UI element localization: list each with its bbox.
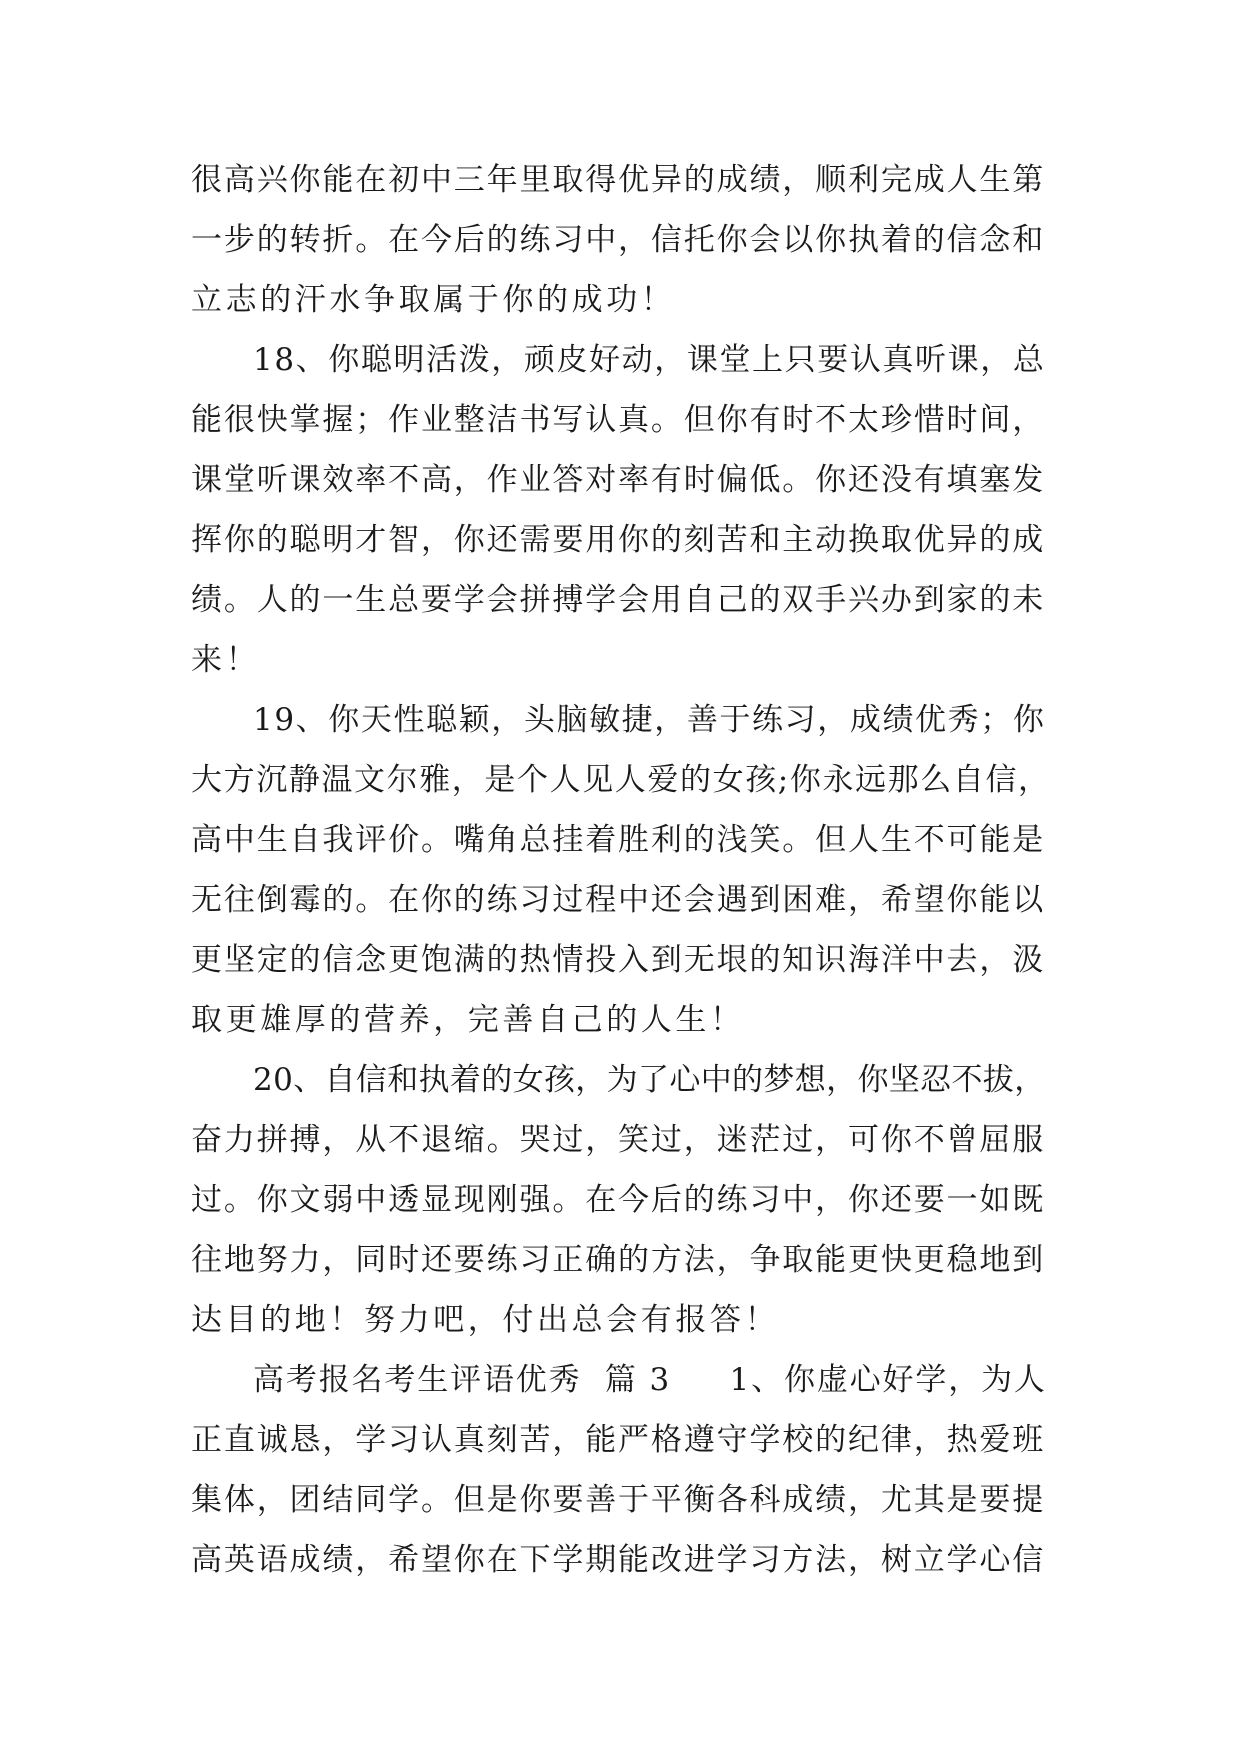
text-line: 能很快掌握；作业整洁书写认真。但你有时不太珍惜时间， <box>191 402 1046 438</box>
paragraph-19-start: 19、你天性聪颖，头脑敏捷，善于练习，成绩优秀；你 <box>253 702 1046 738</box>
text-line: 课堂听课效率不高，作业答对率有时偏低。你还没有填塞发 <box>191 462 1046 498</box>
text-line: 绩。人的一生总要学会拼搏学会用自己的双手兴办到家的未 <box>191 582 1046 618</box>
text-line: 集体，团结同学。但是你要善于平衡各科成绩，尤其是要提 <box>191 1482 1046 1518</box>
text-line: 达目的地！努力吧，付出总会有报答！ <box>191 1302 780 1338</box>
text-line: 高中生自我评价。嘴角总挂着胜利的浅笑。但人生不可能是 <box>191 822 1046 858</box>
text-line: 取更雄厚的营养，完善自己的人生！ <box>191 1002 745 1038</box>
section-heading-line: 高考报名考生评语优秀 篇 3 1、你虚心好学，为人 <box>253 1362 1047 1398</box>
text-line: 更坚定的信念更饱满的热情投入到无垠的知识海洋中去，汲 <box>191 942 1046 978</box>
paragraph-18-start: 18、你聪明活泼，顽皮好动，课堂上只要认真听课，总 <box>253 342 1046 378</box>
text-line: 很高兴你能在初中三年里取得优异的成绩，顺利完成人生第 <box>191 162 1046 198</box>
text-line: 高英语成绩，希望你在下学期能改进学习方法，树立学心信 <box>191 1542 1046 1578</box>
text-line: 正直诚恳，学习认真刻苦，能严格遵守学校的纪律，热爱班 <box>191 1422 1046 1458</box>
text-line: 奋力拼搏，从不退缩。哭过，笑过，迷茫过，可你不曾屈服 <box>191 1122 1046 1158</box>
text-line: 一步的转折。在今后的练习中，信托你会以你执着的信念和 <box>191 222 1046 258</box>
text-line: 过。你文弱中透显现刚强。在今后的练习中，你还要一如既 <box>191 1182 1046 1218</box>
document-body <box>191 150 1051 1590</box>
text-line: 往地努力，同时还要练习正确的方法，争取能更快更稳地到 <box>191 1242 1046 1278</box>
text-line: 来！ <box>191 642 261 678</box>
text-line: 挥你的聪明才智，你还需要用你的刻苦和主动换取优异的成 <box>191 522 1046 558</box>
text-line: 立志的汗水争取属于你的成功！ <box>191 282 676 318</box>
paragraph-20-start: 20、自信和执着的女孩，为了心中的梦想，你坚忍不拔， <box>253 1062 1046 1098</box>
text-line: 无往倒霉的。在你的练习过程中还会遇到困难，希望你能以 <box>191 882 1046 918</box>
text-line: 大方沉静温文尔雅，是个人见人爱的女孩;你永远那么自信， <box>191 762 1051 798</box>
